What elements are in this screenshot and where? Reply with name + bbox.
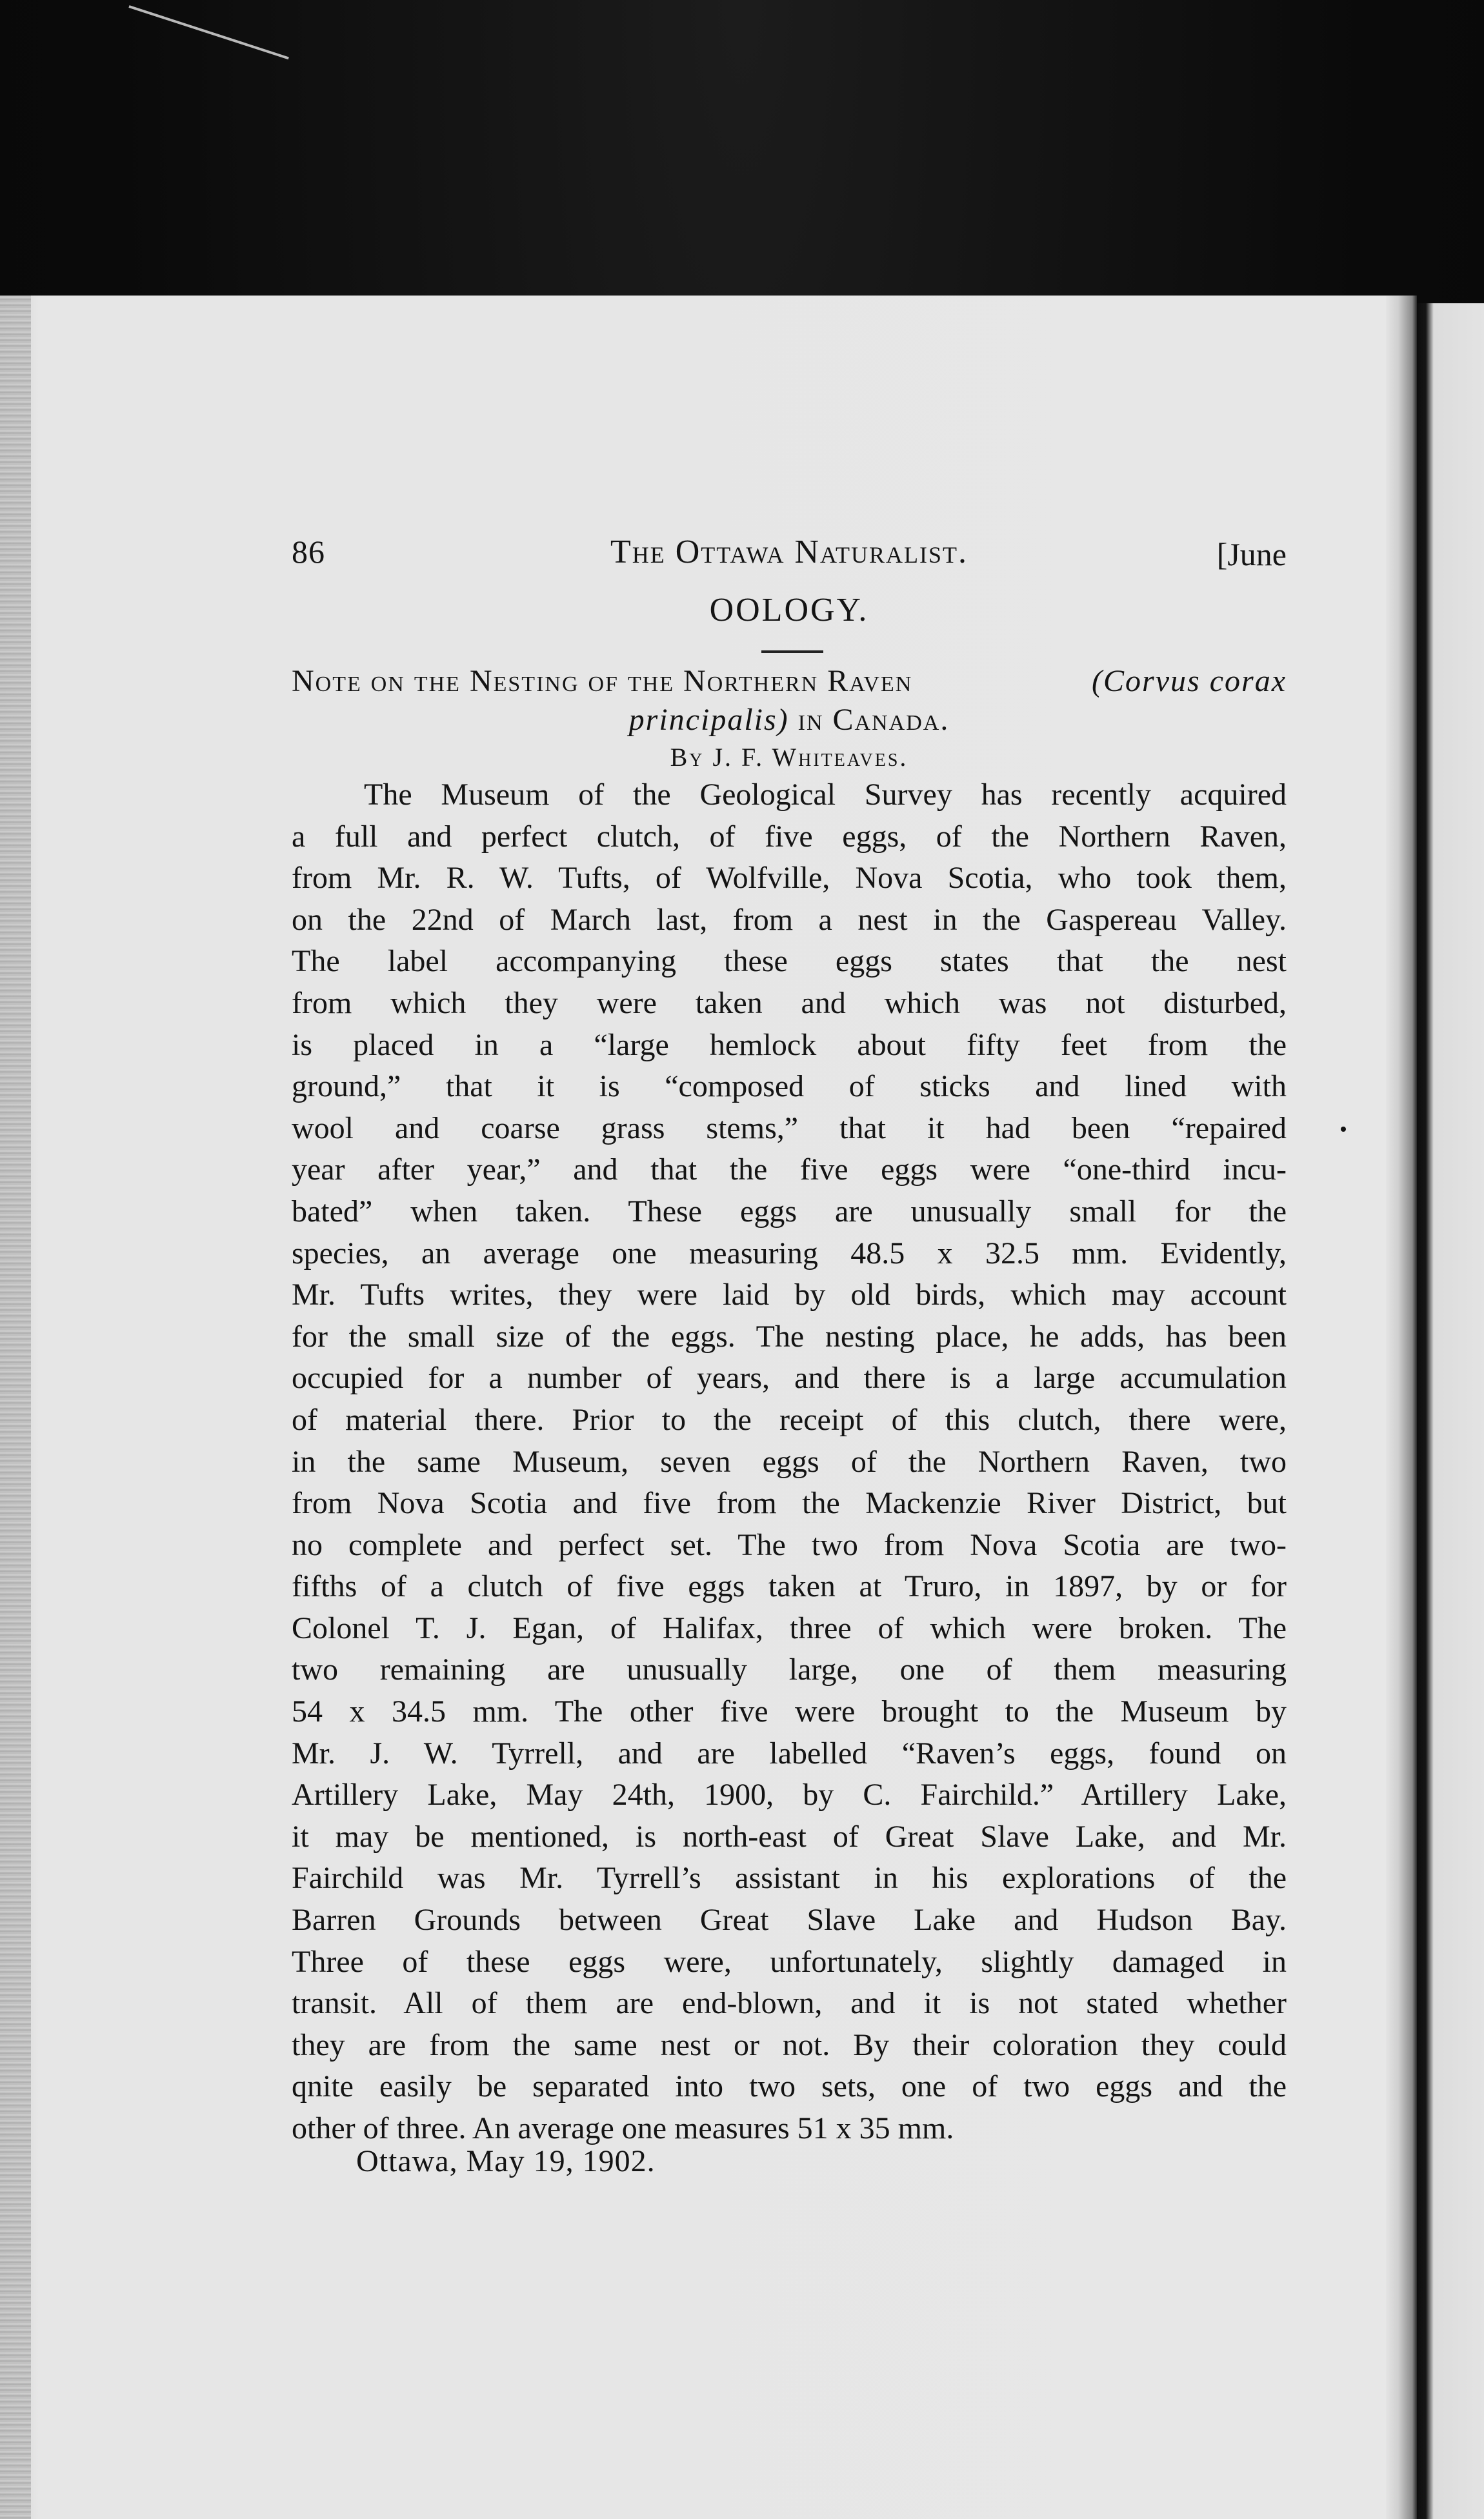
body-line: Barren Grounds between Great Slave Lake and Hudson Bay. (292, 1903, 1287, 1938)
article-title-line-2 (292, 701, 1287, 739)
body-line: from which they were taken and which was not disturbed, (292, 985, 1287, 1020)
body-line: it may be mentioned, is north-east of Great Slave Lake, and Mr. (292, 1819, 1287, 1854)
body-line: Colonel T. J. Egan, of Halifax, three of which were broken. The (292, 1611, 1287, 1645)
running-header (292, 529, 1287, 587)
body-line: 54 x 34.5 mm. The other five were brought to the Museum by (292, 1694, 1287, 1729)
body-line: in the same Museum, seven eggs of the Northern Raven, two (292, 1444, 1287, 1479)
body-line: from Nova Scotia and five from the Mackenzie River District, but (292, 1486, 1287, 1521)
issue-month: [June (1216, 536, 1287, 572)
body-line: The Museum of the Geological Survey has recently acquired (364, 778, 1287, 812)
journal-title: The Ottawa Naturalist. (610, 534, 968, 570)
heading-rule (761, 650, 823, 653)
body-line: Fairchild was Mr. Tyrrell’s assistant in his explorations of the (292, 1861, 1287, 1896)
page-gutter (1386, 296, 1417, 2519)
body-line: wool and coarse grass stems,” that it had been “repaired (292, 1110, 1287, 1145)
article-title-main: Note on the Nesting of the Northern Raven (292, 664, 913, 698)
body-line: of material there. Prior to the receipt of this clutch, there were, (292, 1402, 1287, 1437)
page-edge (0, 296, 31, 2519)
body-line: species, an average one measuring 48.5 x 32.5 mm. Evidently, (292, 1236, 1287, 1270)
article-title-location: in Canada. (797, 703, 950, 737)
body-line: Mr. J. W. Tyrrell, and are labelled “Raven’s eggs, found on (292, 1736, 1287, 1771)
body-line: The label accompanying these eggs states that the nest (292, 944, 1287, 979)
article-title-latin-open: (Corvus corax (1092, 664, 1287, 698)
body-line: for the small size of the eggs. The nesting place, he adds, has been (292, 1319, 1287, 1354)
body-line: on the 22nd of March last, from a nest in the Gaspereau Valley. (292, 902, 1287, 937)
page-number: 86 (292, 534, 325, 570)
article-title-line-1 (292, 662, 1287, 701)
body-line: other of three. An average one measures 51 x 35 mm. (292, 2111, 954, 2145)
body-line: ground,” that it is “composed of sticks and lined with (292, 1069, 1287, 1104)
body-line: no complete and perfect set. The two from Nova Scotia are two- (292, 1527, 1287, 1562)
signoff: Ottawa, May 19, 1902. (356, 2144, 656, 2178)
article-title-latin-close: principalis) (628, 703, 789, 737)
body-line: is placed in a “large hemlock about fifty feet from the (292, 1027, 1287, 1062)
facing-page-edge (1417, 303, 1484, 2519)
body-line: from Mr. R. W. Tufts, of Wolfville, Nova Scotia, who took them, (292, 861, 1287, 896)
article-title (292, 662, 1287, 739)
ink-speck (1341, 1127, 1346, 1132)
body-line: they are from the same nest or not. By their coloration they could (292, 2027, 1287, 2062)
body-line: bated” when taken. These eggs are unusually small for the (292, 1194, 1287, 1229)
body-line: two remaining are unusually large, one of them measuring (292, 1652, 1287, 1687)
body-line: Three of these eggs were, unfortunately, slightly damaged in (292, 1944, 1287, 1979)
body-line: transit. All of them are end-blown, and it is not stated whether (292, 1986, 1287, 2021)
article-body (292, 774, 1287, 2150)
body-line: year after year,” and that the five eggs were “one-third incu- (292, 1152, 1287, 1187)
body-line: qnite easily be separated into two sets, one of two eggs and the (292, 2069, 1287, 2104)
section-heading: OOLOGY. (709, 592, 869, 628)
body-line: Artillery Lake, May 24th, 1900, by C. Fairchild.” Artillery Lake, (292, 1778, 1287, 1812)
body-line: a full and perfect clutch, of five eggs, of the Northern Raven, (292, 819, 1287, 854)
body-line: occupied for a number of years, and there is a large accumulation (292, 1361, 1287, 1396)
body-line: fifths of a clutch of five eggs taken at Truro, in 1897, by or for (292, 1569, 1287, 1604)
body-line: Mr. Tufts writes, they were laid by old birds, which may account (292, 1278, 1287, 1312)
byline: By J. F. Whiteaves. (670, 743, 908, 772)
